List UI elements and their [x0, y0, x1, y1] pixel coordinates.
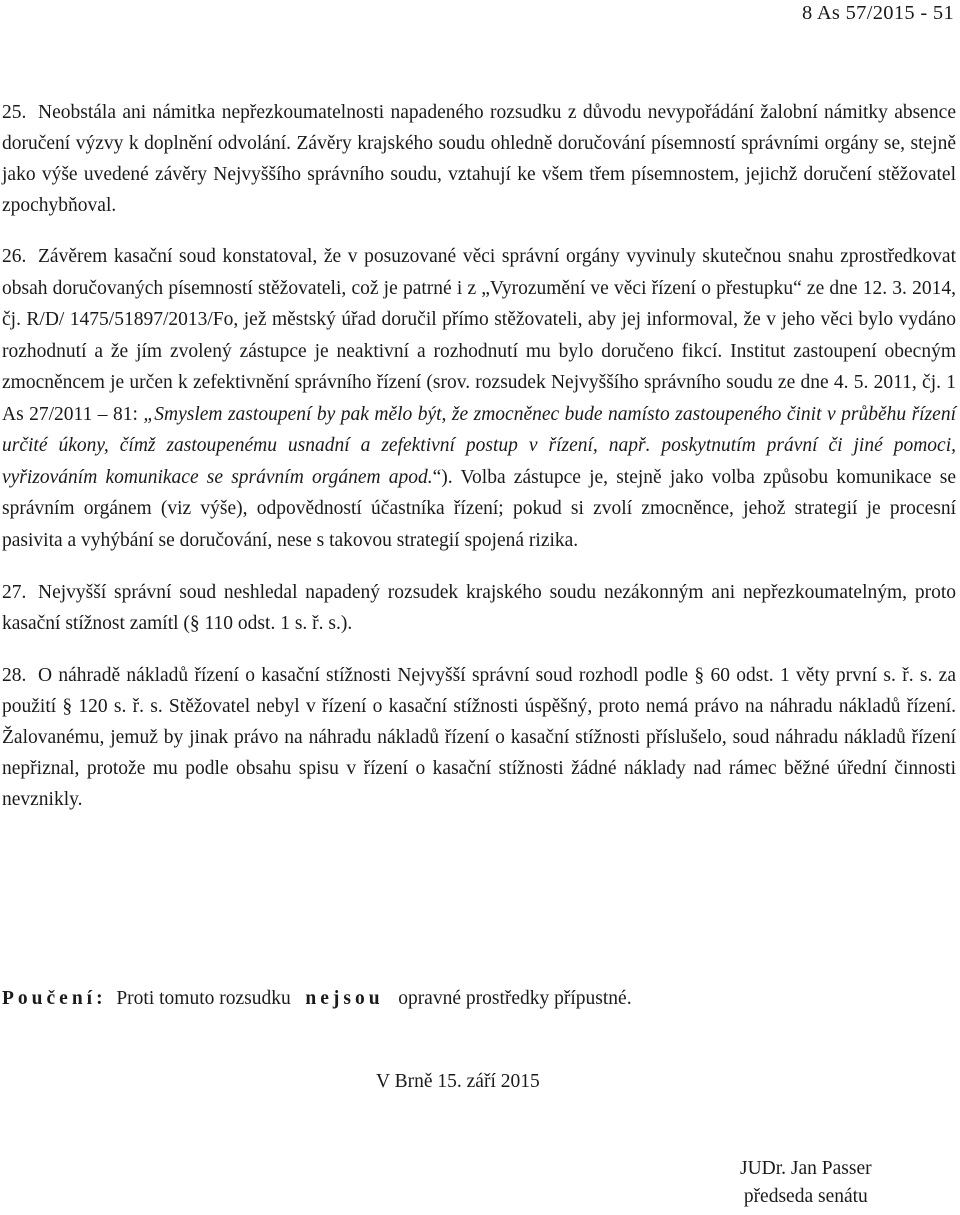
legal-notice [2, 985, 632, 1013]
paragraph-number: 28. [2, 665, 27, 686]
paragraph-text: Nejvyšší správní soud neshledal napadený rozsudek krajského soudu nezákonným ani nepřezkoumatelným, proto kasační stížnost zamítl (§ 110 odst. 1 s. ř. s.). [2, 582, 956, 634]
signatory-name: JUDr. Jan Passer [740, 1158, 872, 1179]
signatory-role: předseda senátu [743, 1186, 868, 1207]
paragraph-28 [2, 660, 956, 815]
paragraph-number: 25. [2, 102, 27, 123]
paragraph-number: 26. [2, 246, 27, 267]
paragraph-text: Závěrem kasační soud konstatoval, že v posuzované věci správní orgány vyvinuly skutečnou snahu zprostředkovat obsah doručovaných písemností stěžovateli, což je patrné i z „Vyrozumění ve věci řízení o přestupku“ ze dne 12. 3. 2014, čj. R/D/ 1475/51897/2013/Fo, jež městský úřad doručil přímo stěžovateli, aby jej informoval, že v jeho věci bylo vydáno rozhodnutí a že jím zvolený zástupce je neaktivní a rozhodnutí mu bylo doručeno fikcí. Institut zastoupení obecným zmocněncem je určen k zefektivnění správního řízení (srov. rozsudek Nejvyššího správního soudu ze dne 4. 5. 2011, čj. 1 As 27/2011 – 81: [2, 246, 956, 425]
notice-emphasis: nejsou [305, 988, 384, 1009]
paragraph-text: O náhradě nákladů řízení o kasační stížnosti Nejvyšší správní soud rozhodl podle § 60 odst. 1 věty první s. ř. s. za použití § 120 s. ř. s. Stěžovatel nebyl v řízení o kasační stížnosti úspěšný, proto nemá právo na náhradu nákladů řízení. Žalovanému, jemuž by jinak právo na náhradu nákladů řízení o kasační stížnosti příslušelo, soud náhradu nákladů řízení nepřiznal, protože mu podle obsahu spisu v řízení o kasační stížnosti žádné náklady nad rámec běžné úřední činnosti nevznikly. [2, 665, 956, 810]
paragraph-25 [2, 97, 956, 221]
signature-block [740, 1155, 872, 1211]
notice-text: Proti tomuto rozsudku [116, 988, 291, 1009]
paragraph-text: Neobstála ani námitka nepřezkoumatelnosti napadeného rozsudku z důvodu nevypořádání žalobní námitky absence doručení výzvy k doplnění odvolání. Závěry krajského soudu ohledně doručování písemností správními orgány se, stejně jako výše uvedené závěry Nejvyššího správního soudu, vztahují ke všem třem písemnostem, jejichž doručení stěžovatel zpochybňoval. [2, 102, 956, 216]
date-place: V Brně 15. září 2015 [376, 1071, 540, 1092]
document-body [2, 97, 956, 815]
paragraph-text-continued: “). Volba zástupce je, stejně jako volba způsobu komunikace se správním orgánem (viz výše), odpovědností účastníka řízení; pokud si zvolí zmocněnce, jehož strategií je procesní pasivita a vyhýbání se doručování, nese s takovou strategií spojená rizika. [2, 466, 957, 551]
paragraph-27 [2, 577, 956, 639]
paragraph-26 [2, 241, 956, 556]
paragraph-number: 27. [2, 582, 27, 603]
notice-text-end: opravné prostředky přípustné. [398, 988, 632, 1009]
quoted-judgment: „Smyslem zastoupení by pak mělo být, že zmocněnec bude namísto zastoupeného činit v průběhu řízení určité úkony, čímž zastoupenému usnadní a zefektivní postup v řízení, např. poskytnutím právní či jiné pomoci, vyřizováním komunikace se správním orgánem apod. [2, 403, 956, 488]
case-reference: 8 As 57/2015 - 51 [801, 2, 954, 24]
notice-label: Poučení: [2, 988, 107, 1009]
